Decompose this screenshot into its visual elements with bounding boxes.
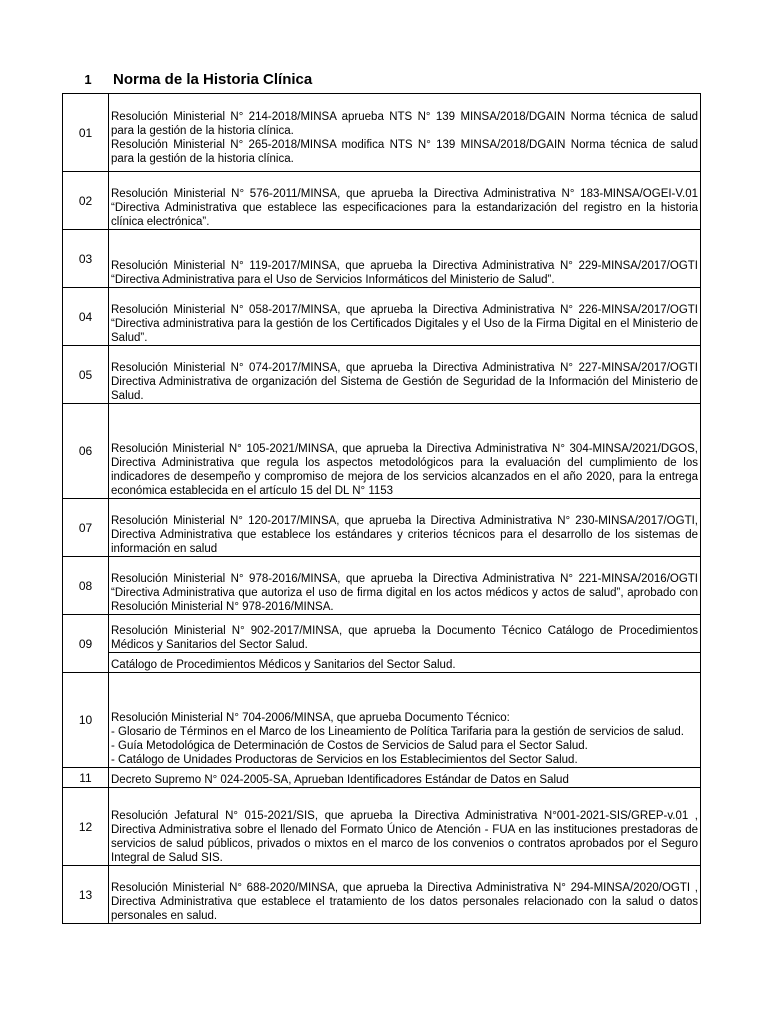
table-row bbox=[63, 866, 701, 924]
table-row bbox=[63, 94, 701, 172]
row-description: Resolución Ministerial N° 120-2017/MINSA, que aprueba la Directiva Administrativa N° 230-MINSA/2017/OGTI, Directiva Administrativa que establece los estándares y criterios técnicos para el desarrollo de los sistemas de información en salud bbox=[109, 499, 701, 557]
table-row bbox=[63, 673, 701, 768]
row-description: Resolución Ministerial N° 978-2016/MINSA, que aprueba la Directiva Administrativa N° 221-MINSA/2016/OGTI “Directiva Administrativa que autoriza el uso de firma digital en los actos médicos y actos de salud”, aprobado con Resolución Ministerial N° 978-2016/MINSA. bbox=[109, 557, 701, 615]
row-description: Decreto Supremo N° 024-2005-SA, Aprueban Identificadores Estándar de Datos en Salud bbox=[109, 768, 701, 788]
row-number: 08 bbox=[63, 557, 109, 615]
section-title: Norma de la Historia Clínica bbox=[113, 71, 313, 88]
table-row bbox=[63, 404, 701, 499]
row-description: Resolución Ministerial N° 074-2017/MINSA, que aprueba la Directiva Administrativa N° 227-MINSA/2017/OGTI Directiva Administrativa de organización del Sistema de Gestión de Seguridad de la Información del Ministerio de Salud. bbox=[109, 346, 701, 404]
row-description: Resolución Ministerial N° 576-2011/MINSA, que aprueba la Directiva Administrativa N° 183-MINSA/OGEI-V.01 “Directiva Administrativa que establece las especificaciones para la estandarización del registro en la historia clínica electrónica”. bbox=[109, 172, 701, 230]
row-number: 05 bbox=[63, 346, 109, 404]
row-number: 12 bbox=[63, 788, 109, 866]
table-row bbox=[63, 346, 701, 404]
row-subdescription: Catálogo de Procedimientos Médicos y Sanitarios del Sector Salud. bbox=[109, 653, 701, 673]
row-number: 01 bbox=[63, 94, 109, 172]
row-number: 11 bbox=[63, 768, 109, 788]
section-number: 1 bbox=[84, 72, 92, 87]
table-row bbox=[63, 768, 701, 788]
table-row bbox=[63, 288, 701, 346]
table-row bbox=[63, 557, 701, 615]
row-description: Resolución Ministerial N° 119-2017/MINSA, que aprueba la Directiva Administrativa N° 229-MINSA/2017/OGTI “Directiva Administrativa para el Uso de Servicios Informáticos del Ministerio de Salud”. bbox=[109, 230, 701, 288]
row-description: Resolución Jefatural N° 015-2021/SIS, que aprueba la Directiva Administrativa N°001-2021-SIS/GREP-v.01 , Directiva Administrativa sobre el llenado del Formato Único de Atención - FUA en las instituciones prestadoras de servicios de salud públicos, privados o mixtos en el marco de los convenios o contratos aprobados por el Seguro Integral de Salud SIS. bbox=[109, 788, 701, 866]
table-row bbox=[63, 230, 701, 288]
table-row bbox=[63, 172, 701, 230]
row-number: 10 bbox=[63, 673, 109, 768]
row-description: Resolución Ministerial N° 214-2018/MINSA aprueba NTS N° 139 MINSA/2018/DGAIN Norma técnica de salud para la gestión de la historia clínica. Resolución Ministerial N° 265-2018/MINSA modifica NTS N° 139 MINSA/2018/DGAIN Norma técnica de salud para la gestión de la historia clínica. bbox=[109, 94, 701, 172]
row-description: Resolución Ministerial N° 688-2020/MINSA, que aprueba la Directiva Administrativa N° 294-MINSA/2020/OGTI , Directiva Administrativa que establece el tratamiento de los datos personales relacionado con la salud o datos personales en salud. bbox=[109, 866, 701, 924]
row-description: Resolución Ministerial N° 902-2017/MINSA, que aprueba la Documento Técnico Catálogo de Procedimientos Médicos y Sanitarios del Sector Salud. bbox=[109, 615, 701, 653]
table-row bbox=[63, 499, 701, 557]
norms-table bbox=[62, 93, 701, 924]
table-row bbox=[63, 788, 701, 866]
table-row bbox=[63, 653, 701, 673]
row-description: Resolución Ministerial N° 058-2017/MINSA, que aprueba la Directiva Administrativa N° 226-MINSA/2017/OGTI “Directiva administrativa para la gestión de los Certificados Digitales y el Uso de la Firma Digital en el Ministerio de Salud”. bbox=[109, 288, 701, 346]
row-number: 09 bbox=[63, 615, 109, 673]
row-number: 07 bbox=[63, 499, 109, 557]
row-number: 03 bbox=[63, 230, 109, 288]
row-number: 02 bbox=[63, 172, 109, 230]
row-number: 13 bbox=[63, 866, 109, 924]
row-description: Resolución Ministerial N° 704-2006/MINSA, que aprueba Documento Técnico: - Glosario de Términos en el Marco de los Lineamiento de Política Tarifaria para la gestión de servicios de salud. - Guía Metodológica de Determinación de Costos de Servicios de Salud para el Sector Salud. - Catálogo de Unidades Productoras de Servicios en los Establecimientos del Sector Salud. bbox=[109, 673, 701, 768]
row-number: 06 bbox=[63, 404, 109, 499]
table-row bbox=[63, 615, 701, 653]
row-description: Resolución Ministerial N° 105-2021/MINSA, que aprueba la Directiva Administrativa N° 304-MINSA/2021/DGOS, Directiva Administrativa que regula los aspectos metodológicos para la evaluación del cumplimiento de los indicadores de desempeño y compromiso de mejora de los servicios alcanzados en el año 2020, para la entrega económica establecida en el artículo 15 del DL N° 1153 bbox=[109, 404, 701, 499]
row-number: 04 bbox=[63, 288, 109, 346]
